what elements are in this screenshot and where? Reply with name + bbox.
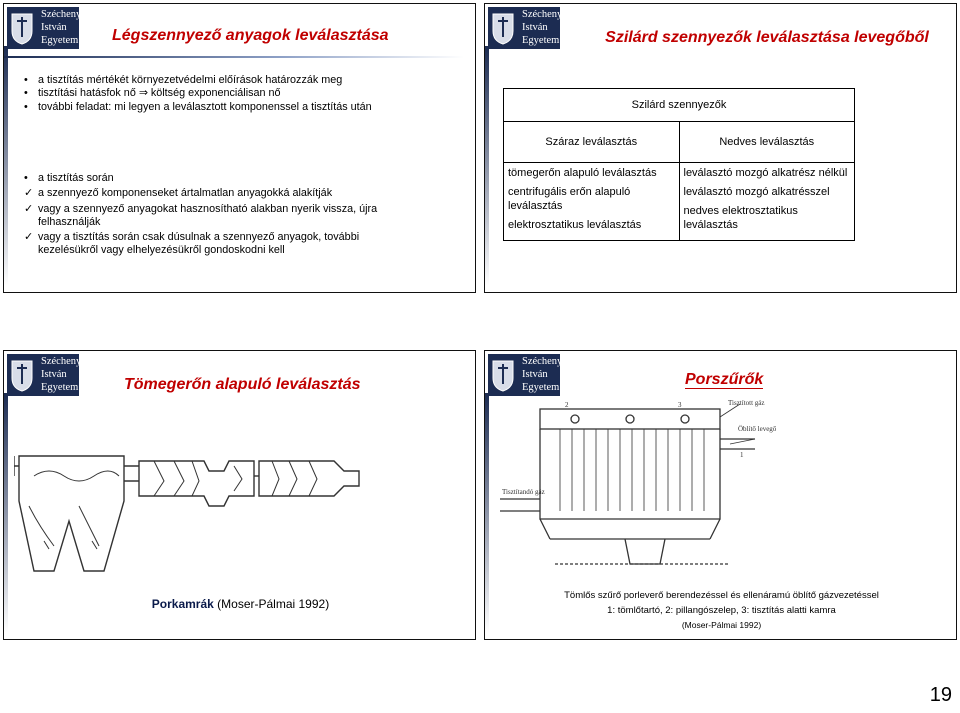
crest-icon (9, 11, 35, 45)
table-cell: leválasztó mozgó alkatrész nélkül leválasztó mozgó alkatrésszel nedves elektrosztatikus leválasztás (679, 163, 855, 241)
crest-icon (9, 358, 35, 392)
logo-line-3: Egyetem (41, 35, 79, 46)
check-icon: ✓ (24, 187, 34, 200)
list-item: • a tisztítás során (24, 172, 114, 184)
svg-text:3: 3 (678, 401, 682, 409)
slide-title: Tömegerőn alapuló leválasztás (124, 376, 361, 393)
slide-1 (3, 3, 476, 293)
settling-chamber-diagram (14, 446, 364, 596)
logo-line-2: István (41, 22, 67, 33)
list-item: • további feladat: mi legyen a leválasztott komponenssel a tisztítás után (24, 100, 372, 113)
bullet-list (24, 74, 374, 114)
figure-caption: Tömlős szűrő porleverő berendezéssel és ellenáramú öblítő gázvezetéssel 1: tömlőtartó, 2: pillangószelep, 3: tisztítás alatti kamra (Moser-Pálmai 1992) (564, 590, 879, 630)
list-item: • tisztítási hatásfok nő ⇒ költség exponenciálisan nő (24, 87, 281, 100)
crest-icon (490, 358, 516, 392)
slide-2 (484, 3, 957, 293)
check-icon: ✓ (24, 231, 34, 244)
check-icon: ✓ (24, 202, 34, 215)
list-item: • a tisztítás mértékét környezetvédelmi előírások határozzák meg (24, 74, 343, 86)
svg-text:1: 1 (740, 451, 744, 459)
label-dirty-gas: Tisztítandó gáz (502, 488, 545, 496)
slide-4 (484, 350, 957, 640)
slide-3 (3, 350, 476, 640)
university-logo: Széchenyi István Egyetem (7, 354, 79, 400)
column-header: Száraz leválasztás (504, 122, 680, 163)
page-number: 19 (929, 684, 952, 706)
table-header: Szilárd szennyezők (504, 89, 855, 122)
slide-title: Szilárd szennyezők leválasztása levegőből (605, 29, 929, 46)
crest-icon (490, 11, 516, 45)
classification-table (503, 88, 855, 241)
logo-line-1: Széchenyi (41, 9, 85, 20)
label-clean-gas: Tisztított gáz (728, 399, 765, 407)
list-item: ✓ a szennyező komponenseket ártalmatlan anyagokká alakítják (24, 187, 333, 200)
check-list (24, 172, 379, 260)
slide-title: Légszennyező anyagok leválasztása (112, 27, 389, 44)
svg-text:2: 2 (565, 401, 569, 409)
table-cell: tömegerőn alapuló leválasztás centrifugális erőn alapuló leválasztás elektrosztatikus leválasztás (504, 163, 680, 241)
list-item: ✓ vagy a szennyező anyagokat hasznosítható alakban nyerik vissza, újra felhasználják (24, 202, 378, 228)
university-logo (7, 7, 85, 53)
figure-caption: Porkamrák (Moser-Pálmai 1992) (151, 597, 330, 611)
column-header: Nedves leválasztás (679, 122, 855, 163)
list-item: ✓ vagy a tisztítás során csak dúsulnak a szennyező anyagok, további kezelésükről vagy elhelyezésükről gondoskodni kell (24, 231, 360, 257)
label-rinse-air: Öblítő levegő (738, 425, 777, 433)
university-logo: Széchenyi István Egyetem (488, 7, 560, 53)
slide-title: Porszűrők (685, 371, 764, 388)
bag-filter-diagram (500, 399, 800, 584)
university-logo: Széchenyi István Egyetem (488, 354, 560, 400)
